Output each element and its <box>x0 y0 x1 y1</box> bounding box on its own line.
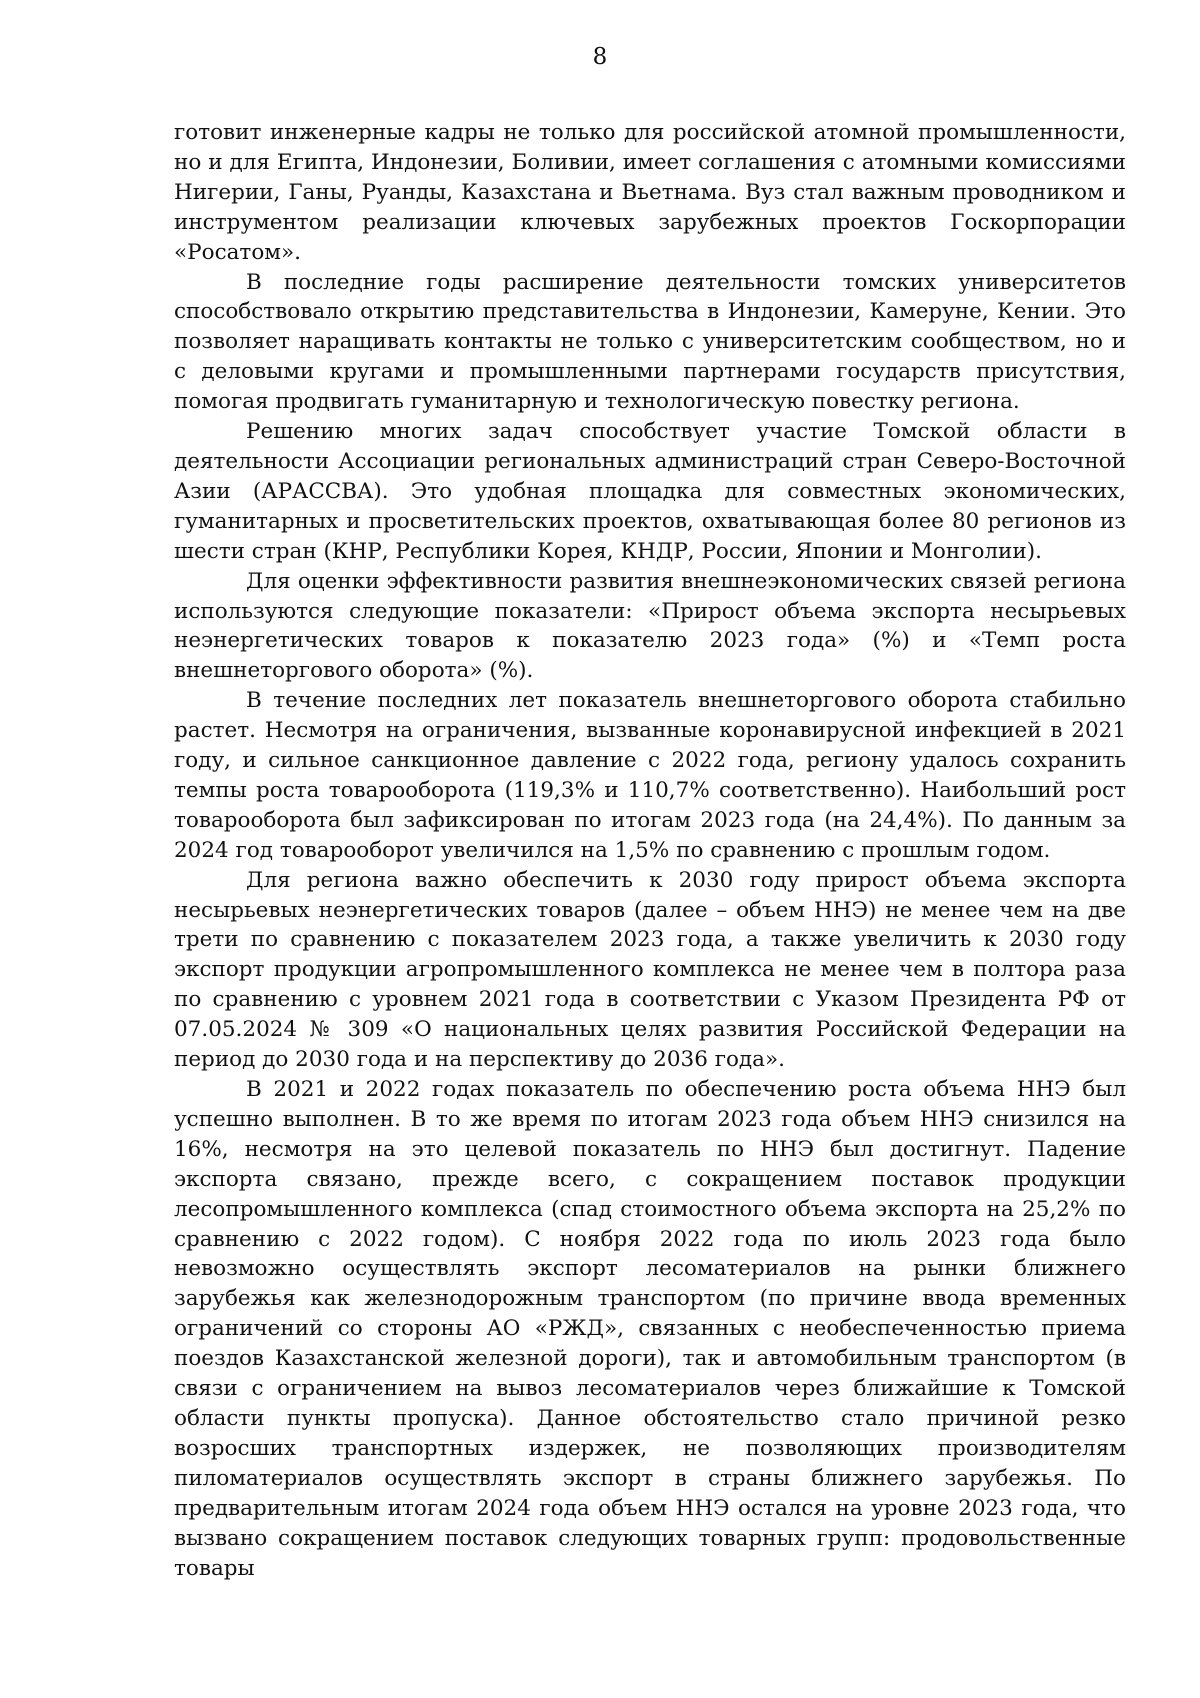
paragraph-7: В 2021 и 2022 годах показатель по обеспечению роста объема ННЭ был успешно выполнен. В то же время по итогам 2023 года объем ННЭ снизился на 16%, несмотря на это целевой показатель по ННЭ был достигнут. Падение экспорта связано, прежде всего, с сокращением поставок продукции лесопромышленного комплекса (спад стоимостного объема экспорта на 25,2% по сравнению с 2022 годом). С ноября 2022 года по июль 2023 года было невозможно осуществлять экспорт лесоматериалов на рынки ближнего зарубежья как железнодорожным транспортом (по причине ввода временных ограничений со стороны АО «РЖД», связанных с необеспеченностью приема поездов Казахстанской железной дороги), так и автомобильным транспортом (в связи с ограничением на вывоз лесоматериалов через ближайшие к Томской области пункты пропуска). Данное обстоятельство стало причиной резко возросших транспортных издержек, не позволяющих производителям пиломатериалов осуществлять экспорт в страны ближнего зарубежья. По предварительным итогам 2024 года объем ННЭ остался на уровне 2023 года, что вызвано сокращением поставок следующих товарных групп: продовольственные товары <box>174 1077 1126 1581</box>
document-body <box>174 118 1126 1583</box>
paragraph-1: готовит инженерные кадры не только для российской атомной промышленности, но и для Египта, Индонезии, Боливии, имеет соглашения с атомными комиссиями Нигерии, Ганы, Руанды, Казахстана и Вьетнама. Вуз стал важным проводником и инструментом реализации ключевых зарубежных проектов Госкорпорации «Росатом». <box>174 120 1126 265</box>
paragraph-3: Решению многих задач способствует участие Томской области в деятельности Ассоциации региональных администраций стран Северо-Восточной Азии (АРАССВА). Это удобная площадка для совместных экономических, гуманитарных и просветительских проектов, охватывающая более 80 регионов из шести стран (КНР, Республики Корея, КНДР, России, Японии и Монголии). <box>174 419 1126 564</box>
paragraph-5: В течение последних лет показатель внешнеторгового оборота стабильно растет. Несмотря на ограничения, вызванные коронавирусной инфекцией в 2021 году, и сильное санкционное давление с 2022 года, региону удалось сохранить темпы роста товарооборота (119,3% и 110,7% соответственно). Наибольший рост товарооборота был зафиксирован по итогам 2023 года (на 24,4%). По данным за 2024 год товарооборот увеличился на 1,5% по сравнению с прошлым годом. <box>174 688 1126 863</box>
paragraph-6: Для региона важно обеспечить к 2030 году прирост объема экспорта несырьевых неэнергетических товаров (далее – объем ННЭ) не менее чем на две трети по сравнению с показателем 2023 года, а также увеличить к 2030 году экспорт продукции агропромышленного комплекса не менее чем в полтора раза по сравнению с уровнем 2021 года в соответствии с Указом Президента РФ от 07.05.2024 № 309 «О национальных целях развития Российской Федерации на период до 2030 года и на перспективу до 2036 года». <box>174 867 1126 1073</box>
paragraph-2: В последние годы расширение деятельности томских университетов способствовало открытию представительства в Индонезии, Камеруне, Кении. Это позволяет наращивать контакты не только с университетским сообществом, но и с деловыми кругами и промышленными партнерами государств присутствия, помогая продвигать гуманитарную и технологическую повестку региона. <box>174 269 1126 415</box>
paragraph-4: Для оценки эффективности развития внешнеэкономических связей региона используются следующие показатели: «Прирост объема экспорта несырьевых неэнергетических товаров к показателю 2023 года» (%) и «Темп роста внешнеторгового оборота» (%). <box>174 568 1126 684</box>
page-number: 8 <box>592 44 608 70</box>
